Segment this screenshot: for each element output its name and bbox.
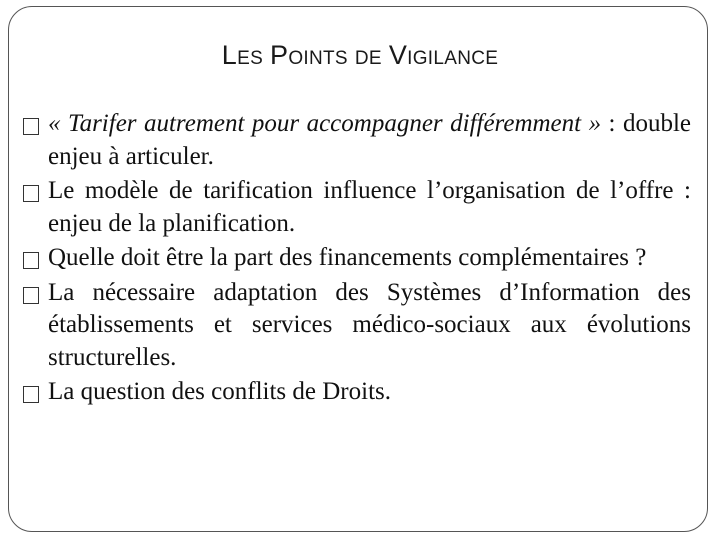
- bullet-text: La nécessaire adaptation des Systèmes d’Information des établissements et services médico-sociaux aux évolutions structurelles.: [48, 278, 691, 371]
- bullet-text: Le modèle de tarification influence l’organisation de l’offre : enjeu de la planification.: [48, 177, 691, 237]
- bullet-item: [22, 175, 691, 240]
- title-word: POINTS: [270, 40, 348, 70]
- checkbox-bullet-icon: [23, 287, 39, 304]
- bullet-italic-text: « Tarifer autrement pour accompagner différemment »: [48, 110, 602, 137]
- title-word: LES: [221, 40, 264, 70]
- bullet-text: La question des conflits de Droits.: [48, 378, 391, 405]
- bullet-list: [22, 108, 691, 411]
- bullet-item: [22, 242, 691, 275]
- checkbox-bullet-icon: [23, 252, 39, 269]
- bullet-item: [22, 376, 691, 409]
- bullet-item: [22, 108, 691, 173]
- bullet-text: Quelle doit être la part des financements complémentaires ?: [48, 244, 647, 271]
- slide-title: [0, 40, 720, 71]
- title-word: DE: [354, 48, 382, 69]
- title-word: VIGILANCE: [388, 40, 499, 70]
- bullet-text: : double enjeu à articuler.: [48, 110, 691, 170]
- checkbox-bullet-icon: [23, 118, 39, 135]
- checkbox-bullet-icon: [23, 185, 39, 202]
- checkbox-bullet-icon: [23, 386, 39, 403]
- bullet-item: [22, 277, 691, 375]
